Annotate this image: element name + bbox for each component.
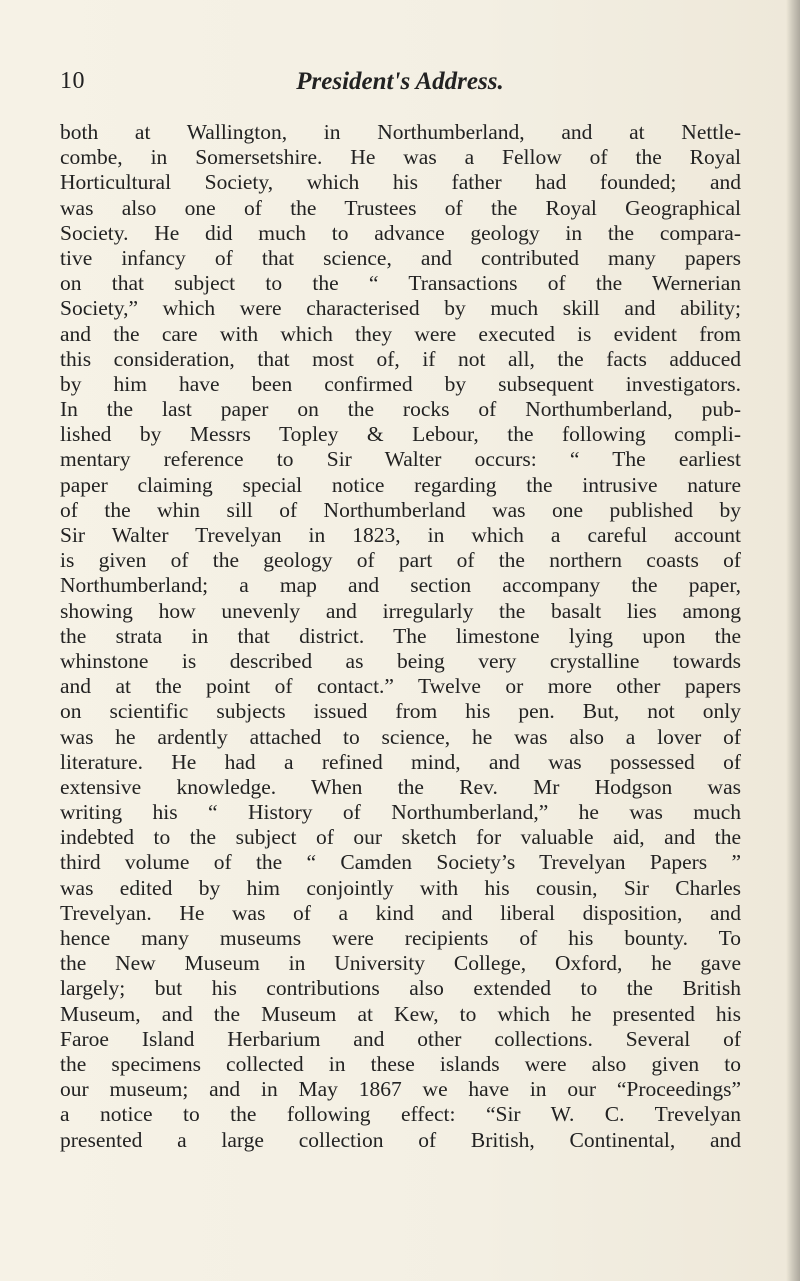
text-line: In the last paper on the rocks of Northumberland, pub-	[60, 397, 741, 422]
text-line: hence many museums were recipients of his bounty. To	[60, 926, 741, 950]
text-line: presented a large collection of British, Continental, and	[60, 1127, 741, 1152]
body-text	[60, 120, 741, 1153]
text-line: of the whin sill of Northumberland was one published by	[60, 497, 741, 522]
page-number: 10	[60, 68, 85, 94]
text-line: whinstone is described as being very crystalline towards	[60, 648, 741, 673]
text-line: and at the point of contact.” Twelve or more other papers	[60, 674, 741, 699]
text-line: this consideration, that most of, if not all, the facts adduced	[60, 346, 741, 371]
text-line: is given of the geology of part of the northern coasts of	[60, 548, 741, 573]
text-line: Northumberland; a map and section accompany the paper,	[60, 573, 741, 598]
text-line: the New Museum in University College, Oxford, he gave	[60, 951, 741, 976]
text-line: on scientific subjects issued from his pen. But, not only	[60, 699, 741, 724]
text-line: Sir Walter Trevelyan in 1823, in which a careful account	[60, 523, 741, 547]
text-line: Museum, and the Museum at Kew, to which he presented his	[60, 1001, 741, 1026]
text-line: our museum; and in May 1867 we have in our “Proceedings”	[60, 1077, 741, 1102]
text-line: Trevelyan. He was of a kind and liberal disposition, and	[60, 900, 741, 925]
text-line: was he ardently attached to science, he was also a lover of	[60, 724, 741, 749]
text-line: was edited by him conjointly with his cousin, Sir Charles	[60, 875, 741, 900]
text-line: a notice to the following effect: “Sir W. C. Trevelyan	[60, 1102, 741, 1127]
text-line: literature. He had a refined mind, and was possessed of	[60, 749, 741, 774]
page-edge-shadow	[786, 0, 800, 1281]
text-line: Society,” which were characterised by much skill and ability;	[60, 296, 741, 321]
text-line: paper claiming special notice regarding the intrusive nature	[60, 472, 741, 497]
text-line: Faroe Island Herbarium and other collections. Several of	[60, 1026, 741, 1051]
text-line: extensive knowledge. When the Rev. Mr Hodgson was	[60, 774, 741, 799]
text-line: tive infancy of that science, and contributed many papers	[60, 245, 741, 270]
text-line: mentary reference to Sir Walter occurs: “ The earliest	[60, 447, 741, 472]
running-title: President's Address.	[296, 68, 504, 95]
text-line: on that subject to the “ Transactions of the Wernerian	[60, 271, 741, 296]
text-line: showing how unevenly and irregularly the basalt lies among	[60, 598, 741, 623]
text-line: Society. He did much to advance geology in the compara-	[60, 220, 741, 245]
text-line: largely; but his contributions also extended to the British	[60, 976, 741, 1001]
text-line: both at Wallington, in Northumberland, and at Nettle-	[60, 120, 741, 144]
text-line: third volume of the “ Camden Society’s Trevelyan Papers ”	[60, 850, 741, 875]
text-line: the strata in that district. The limestone lying upon the	[60, 623, 741, 648]
text-line: writing his “ History of Northumberland,” he was much	[60, 800, 741, 825]
text-line: was also one of the Trustees of the Royal Geographical	[60, 195, 741, 220]
text-line: the specimens collected in these islands were also given to	[60, 1051, 741, 1076]
text-line: by him have been confirmed by subsequent investigators.	[60, 371, 741, 396]
text-line: Horticultural Society, which his father had founded; and	[60, 170, 741, 195]
text-line: lished by Messrs Topley & Lebour, the following compli-	[60, 422, 741, 447]
text-line: and the care with which they were executed is evident from	[60, 321, 741, 346]
text-line: combe, in Somersetshire. He was a Fellow of the Royal	[60, 145, 741, 170]
page-header	[60, 68, 740, 100]
text-line: indebted to the subject of our sketch for valuable aid, and the	[60, 825, 741, 850]
